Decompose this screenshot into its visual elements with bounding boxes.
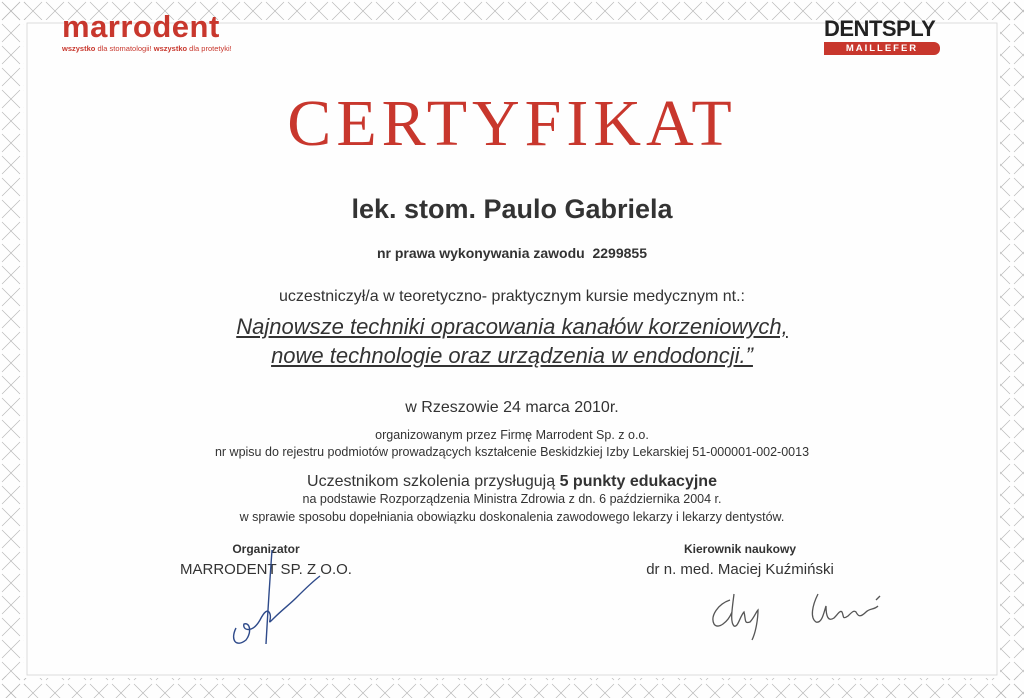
marrodent-brand: marrodent <box>62 9 220 44</box>
organizer-name: MARRODENT SP. Z O.O. <box>180 561 352 578</box>
basis-line-2: w sprawie sposobu dopełniania obowiązku doskonalenia zawodowego lekarzy i lekarzy dentystów. <box>239 510 785 524</box>
dentsply-brand: DENTSPLY <box>824 16 936 41</box>
maillefer-banner: MAILLEFER <box>824 42 940 55</box>
course-title-line-1: Najnowsze techniki opracowania kanałów korzeniowych, <box>236 314 788 339</box>
points-line <box>0 473 1024 491</box>
dentsply-logo <box>824 18 942 55</box>
participation-intro: uczestniczył/a w teoretyczno- praktycznym kursie medycznym nt.: <box>279 288 745 305</box>
points-value: 5 punkty edukacyjne <box>559 473 717 490</box>
organizer-heading: Organizator <box>232 542 300 556</box>
license-label: nr prawa wykonywania zawodu <box>376 245 585 261</box>
place-date: w Rzeszowie 24 marca 2010r. <box>405 399 619 416</box>
marrodent-logo <box>62 10 232 53</box>
organizer-handwritten-signature <box>222 548 332 658</box>
director-heading: Kierownik naukowy <box>683 542 797 556</box>
license-line <box>0 245 1024 261</box>
course-title-line-2: nowe technologie oraz urządzenia w endodoncji.” <box>271 343 753 368</box>
organizer-line-2: nr wpisu do rejestru podmiotów prowadzących kształcenie Beskidzkiej Izby Lekarskiej 51-000001-002-0013 <box>214 445 810 459</box>
organizer-line-1: organizowanym przez Firmę Marrodent Sp. z o.o. <box>375 428 649 442</box>
recipient-name: lek. stom. Paulo Gabriela <box>351 194 673 224</box>
basis-line-1: na podstawie Rozporządzenia Ministra Zdrowia z dn. 6 października 2004 r. <box>302 492 722 506</box>
points-prefix: Uczestnikom szkolenia przysługują <box>307 473 560 490</box>
marrodent-tagline: wszystko dla stomatologii! wszystko dla protetyki! <box>62 44 232 53</box>
license-number: 2299855 <box>592 245 647 261</box>
certificate-title: CERTYFIKAT <box>287 87 737 160</box>
scientific-director-block <box>630 542 850 578</box>
director-handwritten-signature <box>700 582 910 642</box>
director-name: dr n. med. Maciej Kuźmiński <box>646 561 834 578</box>
